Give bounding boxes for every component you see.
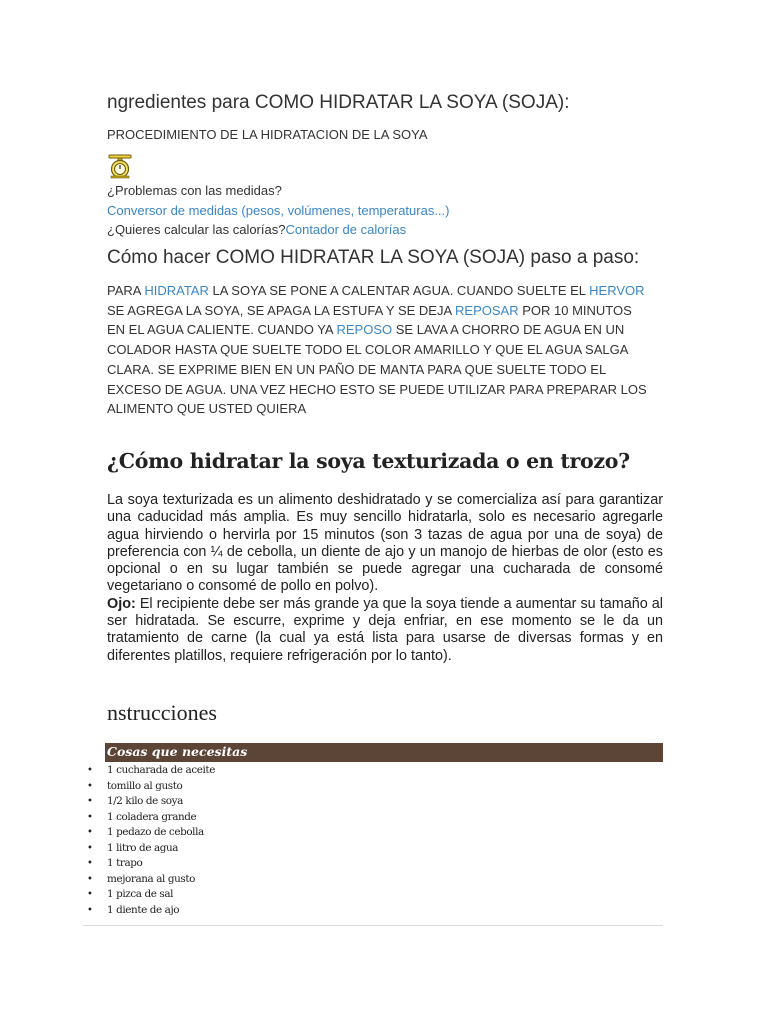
calories-line <box>107 222 406 237</box>
steps-text-1: PARA <box>107 283 145 298</box>
calories-counter-link[interactable]: Contador de calorías <box>285 222 407 237</box>
ingredients-list <box>83 763 215 918</box>
item-text: 1 pizca de sal <box>107 888 174 900</box>
item-text: 1/2 kilo de soya <box>107 795 183 807</box>
bullet: • <box>87 873 93 885</box>
note-label: Ojo: <box>107 595 136 612</box>
item-text: 1 pedazo de cebolla <box>107 826 204 838</box>
list-item <box>83 872 215 888</box>
steps-text-2: LA SOYA SE PONE A CALENTAR AGUA. CUANDO SUELTE EL <box>208 283 590 298</box>
note-text: El recipiente debe ser más grande ya que la soya tiende a aumentar su tamaño al ser hidratada. Se escurre, exprime y deja enfriar, en ese momento se le da un tratamiento de carne (la cual ya está lista para usarse de diversas formas y en diferentes platillos, requiere refrigeración por lo tanto). <box>107 595 663 664</box>
bullet: • <box>87 796 93 807</box>
steps-paragraph <box>107 281 652 419</box>
item-text: 1 diente de ajo <box>107 903 180 916</box>
link-reposo[interactable]: REPOSO <box>336 322 393 338</box>
texturizada-heading: ¿Cómo hidratar la soya texturizada o en trozo? <box>107 449 630 473</box>
item-text: 1 coladera grande <box>107 810 197 823</box>
list-item <box>83 779 215 795</box>
texturizada-text: La soya texturizada es un alimento deshidratado y se comercializa así para garantizar una caducidad más amplia. Es muy sencillo hidratarla, solo es necesario agregarle agua hirviendo o hervirla por 15 minutos (son 3 tazas de agua por una de soya) de preferencia con ¼ de cebolla, un diente de ajo y un manojo de hierbas de olor (esto es opcional o en su lugar también se puede agregar una cucharada de consomé vegetariano o consomé de pollo en polvo). <box>107 492 663 595</box>
list-item <box>83 856 215 872</box>
steps-text-4: POR 10 MINUTOS EN EL AGUA CALIENTE. CUANDO YA <box>107 302 632 338</box>
calories-question: ¿Quieres calcular las calorías? <box>107 222 286 237</box>
procedure-title: PROCEDIMIENTO DE LA HIDRATACION DE LA SOYA <box>107 127 428 142</box>
item-text: 1 cucharada de aceite <box>107 764 215 776</box>
item-text: 1 litro de agua <box>107 841 179 854</box>
list-item <box>83 763 215 779</box>
list-item <box>83 903 215 919</box>
bullet: • <box>87 842 93 854</box>
link-hidratar[interactable]: HIDRATAR <box>144 283 209 298</box>
texturizada-paragraph <box>107 492 663 665</box>
link-hervor[interactable]: HERVOR <box>589 283 645 298</box>
bottom-divider <box>83 925 663 926</box>
measures-problems-text: ¿Problemas con las medidas? <box>107 183 282 198</box>
bullet: • <box>87 858 93 869</box>
item-text: mejorana al gusto <box>107 872 195 885</box>
bullet: • <box>87 811 93 823</box>
ingredients-heading: ngredientes para COMO HIDRATAR LA SOYA (SOJA): <box>107 92 570 113</box>
list-item <box>83 887 215 903</box>
measures-converter-link[interactable]: Conversor de medidas (pesos, volúmenes, temperaturas...) <box>107 203 450 218</box>
link-reposar[interactable]: REPOSAR <box>455 302 519 318</box>
bullet: • <box>87 827 93 838</box>
bullet: • <box>87 780 93 792</box>
kitchen-scale-icon <box>107 153 133 179</box>
item-text: tomillo al gusto <box>107 779 183 792</box>
things-needed-bar <box>105 743 663 762</box>
things-needed-heading: Cosas que necesitas <box>107 744 248 759</box>
instructions-heading: nstrucciones <box>107 700 217 725</box>
bullet: • <box>87 904 93 916</box>
steps-text-5: SE LAVA A CHORRO DE AGUA EN UN COLADOR HASTA QUE SUELTE TODO EL COLOR AMARILLO Y QUE EL AGUA SALGA CLARA. SE EXPRIME BIEN EN UN PAÑO DE MANTA PARA QUE SUELTE TODO EL EXCESO DE AGUA. UNA VEZ HECHO ESTO SE PUEDE UTILIZAR PARA PREPARAR LOS ALIMENTO QUE USTED QUIERA <box>107 322 647 417</box>
bullet: • <box>87 889 93 900</box>
list-item <box>83 825 215 841</box>
steps-text-3: SE AGREGA LA SOYA, SE APAGA LA ESTUFA Y SE DEJA <box>107 302 456 318</box>
list-item <box>83 794 215 810</box>
list-item <box>83 810 215 826</box>
item-text: 1 trapo <box>107 857 143 869</box>
bullet: • <box>87 765 93 776</box>
list-item <box>83 841 215 857</box>
steps-heading: Cómo hacer COMO HIDRATAR LA SOYA (SOJA) paso a paso: <box>107 247 640 268</box>
